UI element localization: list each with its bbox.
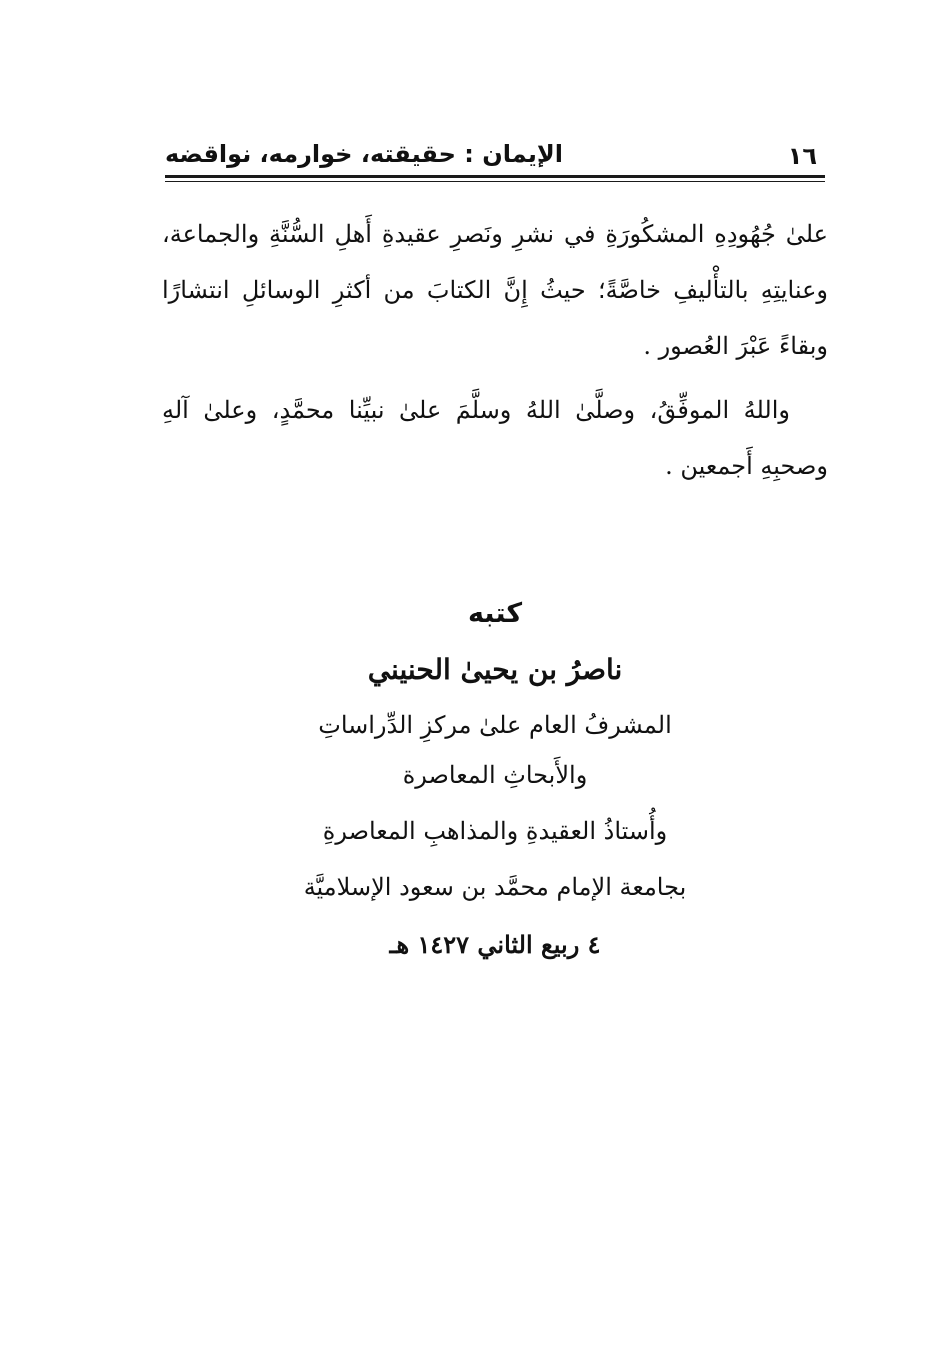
author-title-line-3: وأُستاذُ العقيدةِ والمذاهبِ المعاصرةِ [322,817,668,845]
author-name: ناصرُ بن يحيىٰ الحنيني [367,653,623,686]
header-rule-thin [165,181,825,182]
author-title-line-4: بجامعة الإمام محمَّد بن سعود الإسلاميَّة [303,873,687,901]
page-number: ١٦ [787,142,817,170]
author-title-line-2: والأَبحاثِ المعاصرة [402,761,588,789]
paragraph-2: واللهُ الموفِّقُ، وصلَّىٰ اللهُ وسلَّمَ علىٰ نبيِّنا محمَّدٍ، وعلىٰ آلهِ وصحبِهِ أَجمعين . [162,396,828,480]
author-title-line-1: المشرفُ العام علىٰ مركزِ الدِّراساتِ [318,711,672,739]
paragraph-1: علىٰ جُهُودِهِ المشكُورَةِ في نشرِ ونَصرِ عقيدةِ أَهلِ السُّنَّةِ والجماعة، وعنايتِهِ بالتأْليفِ خاصَّةً؛ حيثُ إِنَّ الكتابَ من أكثرِ الوسائلِ انتشارًا وبقاءً عَبْرَ العُصور . [162,220,828,360]
signature-block [165,588,825,970]
signature-date: ٤ ربيع الثاني ١٤٢٧ هـ [389,930,601,959]
running-title: الإيمان : حقيقته، خوارمه، نواقضه [165,140,563,168]
body-text [162,206,828,494]
signature-heading: كتبه [467,598,523,629]
header-rule-thick [165,175,825,178]
page-header [165,138,825,178]
